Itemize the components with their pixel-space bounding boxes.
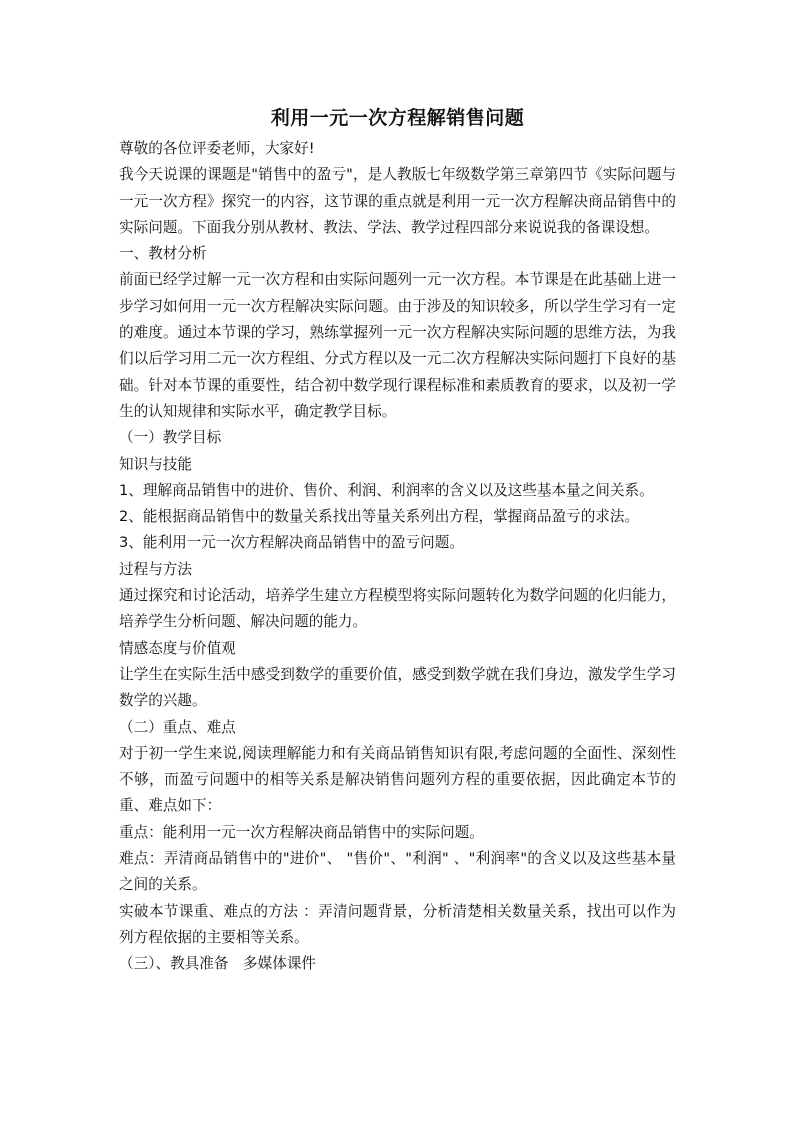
goal-heading-process-method: 过程与方法 xyxy=(119,560,192,578)
intro-paragraph: 我今天说课的课题是"销售中的盈亏"，是人教版七年级数学第三章第四节《实际问题与一元一次方程》探究一的内容，这节课的重点就是利用一元一次方程解决商品销售中的实际问题。下面我分别从教材、教法、学法、教学过程四部分来说说我的备课设想。 xyxy=(119,166,676,236)
section-heading-textbook-analysis: 一、教材分析 xyxy=(119,245,207,263)
goal-heading-emotion-values: 情感态度与价值观 xyxy=(119,639,236,657)
difficult-point: 难点：弄清商品销售中的"进价"、 "售价"、"利润" 、"利润率"的含义以及这些基本量之间的关系。 xyxy=(119,850,676,894)
goal-item-3: 3、能利用一元一次方程解决商品销售中的盈亏问题。 xyxy=(119,534,464,552)
key-difficult-paragraph: 对于初一学生来说,阅读理解能力和有关商品销售知识有限,考虑问题的全面性、深刻性不够，而盈亏问题中的相等关系是解决销售问题列方程的重要依据，因此确定本节的重、难点如下： xyxy=(119,744,676,815)
document-title: 利用一元一次方程解销售问题 xyxy=(270,107,525,129)
process-method-paragraph: 通过探究和讨论活动，培养学生建立方程模型将实际问题转化为数学问题的化归能力，培养学生分析问题、解决问题的能力。 xyxy=(119,587,676,631)
breakthrough-method: 实破本节课重、难点的方法 ：弄清问题背景，分析清楚相关数量关系，找出可以作为列方程依据的主要相等关系。 xyxy=(119,902,676,946)
subsection-heading-key-difficult: （二）重点、难点 xyxy=(119,718,236,736)
key-point: 重点：能利用一元一次方程解决商品销售中的实际问题。 xyxy=(119,823,484,841)
textbook-analysis-paragraph: 前面已经学过解一元一次方程和由实际问题列一元一次方程。本节课是在此基础上进一步学习如何用一元一次方程解决实际问题。由于涉及的知识较多，所以学生学习有一定的难度。通过本节课的学习，熟练掌握列一元一次方程解决实际问题的思维方法，为我们以后学习用二元一次方程组、分式方程以及一元二次方程解决实际问题打下良好的基础。针对本节课的重要性，结合初中数学现行课程标准和素质教育的要求，以及初一学生的认知规律和实际水平，确定教学目标。 xyxy=(119,271,676,420)
goal-heading-knowledge-skills: 知识与技能 xyxy=(119,455,192,473)
subsection-heading-teaching-goals: （一）教学目标 xyxy=(119,429,222,447)
document-page xyxy=(119,100,676,978)
goal-item-2: 2、能根据商品销售中的数量关系找出等量关系列出方程，掌握商品盈亏的求法。 xyxy=(119,508,640,526)
subsection-heading-teaching-aids: （三）、教具准备 多媒体课件 xyxy=(119,955,317,973)
greeting: 尊敬的各位评委老师，大家好! xyxy=(119,140,315,157)
goal-item-1: 1、理解商品销售中的进价、售价、利润、利润率的含义以及这些基本量之间关系。 xyxy=(119,481,654,499)
emotion-values-paragraph: 让学生在实际生活中感受到数学的重要价值，感受到数学就在我们身边，激发学生学习数学的兴趣。 xyxy=(119,665,676,710)
